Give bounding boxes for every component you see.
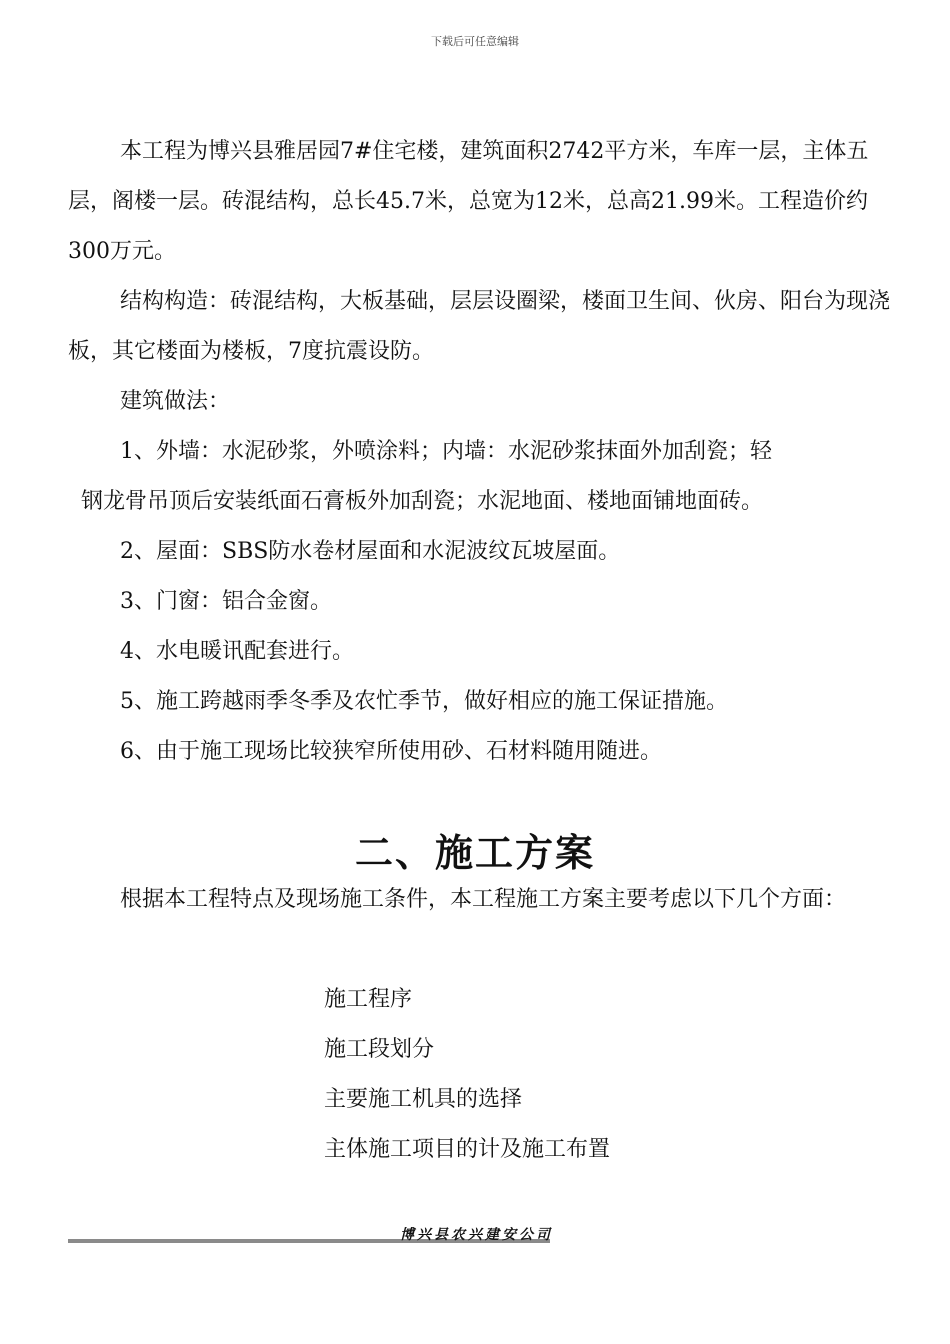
plan-item: 主要施工机具的选择 [324, 1087, 523, 1112]
method-item-2: 2、屋面：SBS防水卷材屋面和水泥波纹瓦坡屋面。 [120, 539, 621, 564]
method-item-3: 3、门窗：铝合金窗。 [120, 589, 332, 614]
structure-paragraph: 结构构造：砖混结构，大板基础，层层设圈梁，楼面卫生间、伙房、阳台为现浇板，其它楼面为楼板，7度抗震设防。 [68, 289, 891, 364]
method-item-5: 5、施工跨越雨季冬季及农忙季节，做好相应的施工保证措施。 [120, 689, 728, 714]
page-header-note: 下载后可任意编辑 [431, 35, 519, 48]
plan-item: 施工程序 [324, 987, 413, 1012]
plan-list [324, 975, 610, 1175]
overview-paragraph: 本工程为博兴县雅居园7#住宅楼，建筑面积2742平方米，车库一层，主体五层，阁楼一层。砖混结构，总长45.7米，总宽为12米，总高21.99米。工程造价约300万元。 [68, 139, 869, 264]
plan-item: 施工段划分 [324, 1037, 435, 1062]
construction-method-heading: 建筑做法： [120, 389, 231, 414]
section-intro: 根据本工程特点及现场施工条件，本工程施工方案主要考虑以下几个方面： [120, 887, 847, 912]
method-item-6: 6、由于施工现场比较狭窄所使用砂、石材料随用随进。 [120, 739, 662, 764]
method-item-1-line-2: 钢龙骨吊顶后安装纸面石膏板外加刮瓷；水泥地面、楼地面铺地面砖。 [81, 489, 764, 514]
method-item-1-line-1: 1、外墙：水泥砂浆，外喷涂料；内墙：水泥砂浆抹面外加刮瓷；轻 [120, 439, 772, 464]
overview-section [68, 127, 898, 777]
footer-company-name: 博兴县农兴建安公司 [400, 1227, 553, 1243]
section-title: 二、施工方案 [354, 831, 595, 875]
plan-item: 主体施工项目的计及施工布置 [324, 1137, 611, 1162]
method-item-4: 4、水电暖讯配套进行。 [120, 639, 354, 664]
